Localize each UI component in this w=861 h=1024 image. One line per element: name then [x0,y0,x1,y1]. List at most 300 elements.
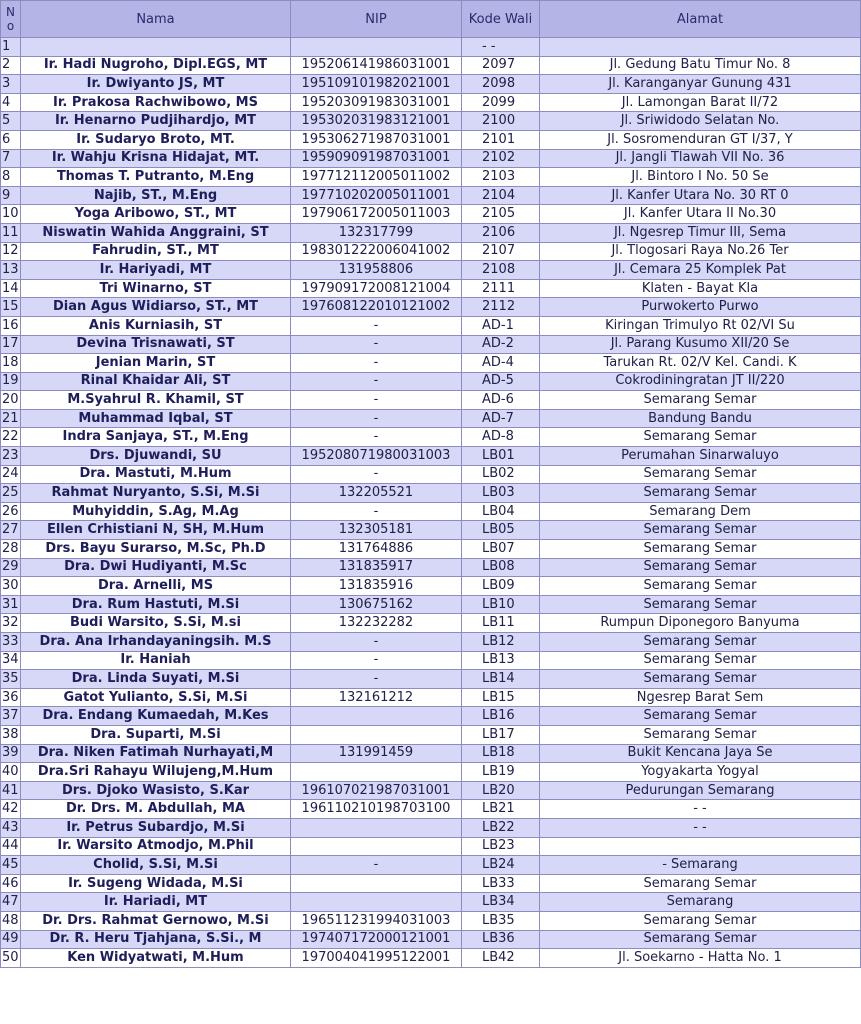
cell-alamat: Semarang Semar [540,670,861,689]
cell-nama: Ir. Wahju Krisna Hidajat, MT. [21,149,291,168]
cell-kode-wali: AD-5 [462,372,540,391]
cell-nip: 132232282 [291,614,462,633]
cell-nama: Gatot Yulianto, S.Si, M.Si [21,688,291,707]
cell-no: 44 [1,837,21,856]
table-row [1,205,861,224]
cell-nama: Dra. Arnelli, MS [21,577,291,596]
cell-nip: 131991459 [291,744,462,763]
cell-kode-wali: LB20 [462,781,540,800]
table-row [1,112,861,131]
cell-alamat: Jl. Sosromenduran GT I/37, Y [540,130,861,149]
cell-no: 20 [1,391,21,410]
cell-alamat: Jl. Ngesrep Timur III, Sema [540,223,861,242]
cell-nama: Indra Sanjaya, ST., M.Eng [21,428,291,447]
cell-nama: Ir. Petrus Subardjo, M.Si [21,818,291,837]
cell-nip: 131835916 [291,577,462,596]
cell-no: 9 [1,186,21,205]
cell-alamat: Jl. Sriwidodo Selatan No. [540,112,861,131]
cell-kode-wali: AD-8 [462,428,540,447]
cell-no: 2 [1,56,21,75]
cell-nama: Ir. Dwiyanto JS, MT [21,75,291,94]
cell-alamat: Semarang Semar [540,577,861,596]
table-row [1,837,861,856]
cell-nip: 195203091983031001 [291,93,462,112]
table-row [1,354,861,373]
cell-kode-wali: LB13 [462,651,540,670]
cell-no: 41 [1,781,21,800]
cell-alamat: Bukit Kencana Jaya Se [540,744,861,763]
table-row [1,242,861,261]
cell-alamat: Semarang Semar [540,484,861,503]
cell-kode-wali: 2102 [462,149,540,168]
cell-nama: Ir. Prakosa Rachwibowo, MS [21,93,291,112]
cell-alamat: Jl. Jangli Tlawah VII No. 36 [540,149,861,168]
cell-no: 49 [1,930,21,949]
table-row [1,316,861,335]
cell-alamat: Semarang Semar [540,725,861,744]
cell-kode-wali: LB35 [462,911,540,930]
cell-kode-wali: LB19 [462,763,540,782]
cell-kode-wali: 2108 [462,261,540,280]
cell-no: 36 [1,688,21,707]
cell-alamat: Cokrodiningratan JT II/220 [540,372,861,391]
cell-kode-wali: LB21 [462,800,540,819]
cell-nip: 195206141986031001 [291,56,462,75]
cell-kode-wali: - - [462,38,540,57]
cell-nama: Rinal Khaidar Ali, ST [21,372,291,391]
cell-alamat: - Semarang [540,856,861,875]
cell-kode-wali: AD-1 [462,316,540,335]
table-row [1,558,861,577]
cell-alamat: Semarang Semar [540,930,861,949]
table-row [1,186,861,205]
cell-nip: - [291,316,462,335]
table-body [1,38,861,968]
table-row [1,744,861,763]
cell-nama: Dr. Drs. Rahmat Gernowo, M.Si [21,911,291,930]
cell-nip: - [291,633,462,652]
cell-nip: 197004041995122001 [291,949,462,968]
table-row [1,614,861,633]
cell-kode-wali: AD-6 [462,391,540,410]
cell-nip: - [291,651,462,670]
cell-kode-wali: LB10 [462,595,540,614]
cell-no: 33 [1,633,21,652]
cell-nip: - [291,428,462,447]
cell-no: 42 [1,800,21,819]
cell-no: 15 [1,298,21,317]
table-row [1,781,861,800]
cell-nip [291,38,462,57]
cell-nip: 197710202005011001 [291,186,462,205]
cell-alamat: - - [540,800,861,819]
cell-nip: 195909091987031001 [291,149,462,168]
cell-alamat: Semarang Semar [540,558,861,577]
cell-nip: - [291,335,462,354]
cell-nama: Dr. Drs. M. Abdullah, MA [21,800,291,819]
cell-alamat: Semarang Semar [540,633,861,652]
cell-nama: Dra. Dwi Hudiyanti, M.Sc [21,558,291,577]
cell-no: 17 [1,335,21,354]
cell-kode-wali: 2111 [462,279,540,298]
cell-no: 37 [1,707,21,726]
cell-no: 8 [1,168,21,187]
cell-nip: 132161212 [291,688,462,707]
cell-no: 12 [1,242,21,261]
cell-no: 18 [1,354,21,373]
cell-alamat: Jl. Parang Kusumo XII/20 Se [540,335,861,354]
cell-nama: Ir. Sudaryo Broto, MT. [21,130,291,149]
cell-no: 40 [1,763,21,782]
table-row [1,279,861,298]
cell-no: 19 [1,372,21,391]
table-row [1,725,861,744]
cell-nip [291,707,462,726]
header-nama: Nama [21,1,291,38]
cell-nama: M.Syahrul R. Khamil, ST [21,391,291,410]
cell-nama: Dra. Niken Fatimah Nurhayati,M [21,744,291,763]
table-row [1,391,861,410]
cell-no: 23 [1,447,21,466]
cell-nama: Dr. R. Heru Tjahjana, S.Si., M [21,930,291,949]
cell-alamat: Kiringan Trimulyo Rt 02/VI Su [540,316,861,335]
cell-no: 50 [1,949,21,968]
cell-nama: Dian Agus Widiarso, ST., MT [21,298,291,317]
cell-nama: Muhyiddin, S.Ag, M.Ag [21,502,291,521]
cell-nama: Dra. Mastuti, M.Hum [21,465,291,484]
cell-no: 28 [1,540,21,559]
cell-kode-wali: 2098 [462,75,540,94]
cell-nama: Ellen Crhistiani N, SH, M.Hum [21,521,291,540]
table-row [1,540,861,559]
cell-nama: Dra. Suparti, M.Si [21,725,291,744]
cell-alamat: Bandung Bandu [540,409,861,428]
cell-nama: Ken Widyatwati, M.Hum [21,949,291,968]
cell-alamat: Jl. Tlogosari Raya No.26 Ter [540,242,861,261]
table-row [1,521,861,540]
cell-kode-wali: AD-2 [462,335,540,354]
cell-kode-wali: LB05 [462,521,540,540]
cell-nip: - [291,409,462,428]
cell-kode-wali: LB42 [462,949,540,968]
cell-nip [291,837,462,856]
table-row [1,577,861,596]
cell-nip: 132305181 [291,521,462,540]
cell-nip: 131835917 [291,558,462,577]
cell-kode-wali: AD-4 [462,354,540,373]
header-no-text: N o [6,5,15,33]
cell-no: 31 [1,595,21,614]
cell-no: 30 [1,577,21,596]
cell-alamat: Jl. Bintoro I No. 50 Se [540,168,861,187]
cell-nama: Muhammad Iqbal, ST [21,409,291,428]
cell-alamat: Jl. Lamongan Barat II/72 [540,93,861,112]
cell-alamat: Rumpun Diponegoro Banyuma [540,614,861,633]
cell-no: 47 [1,893,21,912]
cell-nama: Dra. Linda Suyati, M.Si [21,670,291,689]
cell-alamat: Semarang Semar [540,521,861,540]
cell-kode-wali: LB07 [462,540,540,559]
cell-no: 16 [1,316,21,335]
cell-no: 21 [1,409,21,428]
cell-no: 29 [1,558,21,577]
cell-kode-wali: LB14 [462,670,540,689]
cell-kode-wali: LB23 [462,837,540,856]
table-row [1,372,861,391]
table-row [1,670,861,689]
cell-nama: Ir. Henarno Pudjihardjo, MT [21,112,291,131]
cell-no: 5 [1,112,21,131]
cell-nama: Yoga Aribowo, ST., MT [21,205,291,224]
cell-alamat [540,837,861,856]
cell-nama: Jenian Marin, ST [21,354,291,373]
cell-kode-wali: LB17 [462,725,540,744]
cell-nip: - [291,391,462,410]
cell-nama: Dra.Sri Rahayu Wilujeng,M.Hum [21,763,291,782]
cell-alamat: Tarukan Rt. 02/V Kel. Candi. K [540,354,861,373]
cell-nama: Drs. Djuwandi, SU [21,447,291,466]
table-row [1,856,861,875]
cell-nip: - [291,465,462,484]
cell-nama: Drs. Djoko Wasisto, S.Kar [21,781,291,800]
cell-nama: Najib, ST., M.Eng [21,186,291,205]
cell-nip [291,763,462,782]
cell-alamat: Klaten - Bayat Kla [540,279,861,298]
cell-kode-wali: LB03 [462,484,540,503]
table-row [1,949,861,968]
table-row [1,223,861,242]
table-row [1,800,861,819]
cell-alamat: Pedurungan Semarang [540,781,861,800]
cell-kode-wali: 2105 [462,205,540,224]
cell-nip: 197909172008121004 [291,279,462,298]
cell-nip [291,874,462,893]
cell-nama: Devina Trisnawati, ST [21,335,291,354]
cell-no: 48 [1,911,21,930]
cell-kode-wali: LB15 [462,688,540,707]
cell-nama: Ir. Haniah [21,651,291,670]
cell-kode-wali: 2107 [462,242,540,261]
table-row [1,651,861,670]
cell-kode-wali: LB22 [462,818,540,837]
cell-kode-wali: LB01 [462,447,540,466]
table-row [1,911,861,930]
cell-nip: 195302031983121001 [291,112,462,131]
cell-kode-wali: 2097 [462,56,540,75]
cell-nama: Ir. Hariadi, MT [21,893,291,912]
cell-nama: Dra. Ana Irhandayaningsih. M.S [21,633,291,652]
cell-no: 46 [1,874,21,893]
cell-alamat: Jl. Karanganyar Gunung 431 [540,75,861,94]
table-row [1,465,861,484]
table-row [1,168,861,187]
cell-alamat: Semarang Semar [540,911,861,930]
cell-nip [291,725,462,744]
cell-alamat: Jl. Kanfer Utara No. 30 RT 0 [540,186,861,205]
cell-no: 43 [1,818,21,837]
table-row [1,261,861,280]
table-row [1,874,861,893]
header-alamat: Alamat [540,1,861,38]
cell-kode-wali: 2106 [462,223,540,242]
table-row [1,893,861,912]
table-row [1,688,861,707]
cell-kode-wali: LB11 [462,614,540,633]
cell-alamat: Semarang [540,893,861,912]
cell-alamat: Ngesrep Barat Sem [540,688,861,707]
cell-kode-wali: LB33 [462,874,540,893]
cell-kode-wali: LB24 [462,856,540,875]
cell-alamat: Semarang Semar [540,391,861,410]
cell-nama: Fahrudin, ST., MT [21,242,291,261]
header-nip: NIP [291,1,462,38]
table-row [1,335,861,354]
cell-nip: 195208071980031003 [291,447,462,466]
cell-nip: 197407172000121001 [291,930,462,949]
cell-nama: Tri Winarno, ST [21,279,291,298]
cell-nip: 196511231994031003 [291,911,462,930]
cell-nama: Drs. Bayu Surarso, M.Sc, Ph.D [21,540,291,559]
cell-alamat: Semarang Semar [540,874,861,893]
cell-no: 35 [1,670,21,689]
cell-no: 11 [1,223,21,242]
table-row [1,484,861,503]
cell-alamat: Jl. Gedung Batu Timur No. 8 [540,56,861,75]
cell-kode-wali: LB16 [462,707,540,726]
cell-kode-wali: 2104 [462,186,540,205]
cell-kode-wali: 2099 [462,93,540,112]
table-row [1,502,861,521]
cell-alamat: Yogyakarta Yogyal [540,763,861,782]
cell-kode-wali: LB04 [462,502,540,521]
table-row [1,633,861,652]
cell-nip: 196110210198703100 [291,800,462,819]
cell-alamat: Perumahan Sinarwaluyo [540,447,861,466]
cell-no: 4 [1,93,21,112]
cell-kode-wali: LB36 [462,930,540,949]
table-row [1,447,861,466]
cell-nama: Dra. Rum Hastuti, M.Si [21,595,291,614]
cell-nama: Thomas T. Putranto, M.Eng [21,168,291,187]
cell-nip: 195306271987031001 [291,130,462,149]
table-row [1,595,861,614]
header-row [1,1,861,38]
cell-nip: 197608122010121002 [291,298,462,317]
cell-no: 45 [1,856,21,875]
cell-no: 32 [1,614,21,633]
cell-nip: 131958806 [291,261,462,280]
cell-kode-wali: LB12 [462,633,540,652]
cell-nama [21,38,291,57]
cell-nama: Rahmat Nuryanto, S.Si, M.Si [21,484,291,503]
cell-nip: 198301222006041002 [291,242,462,261]
cell-no: 27 [1,521,21,540]
cell-no: 7 [1,149,21,168]
table-row [1,409,861,428]
cell-no: 13 [1,261,21,280]
cell-nama: Niswatin Wahida Anggraini, ST [21,223,291,242]
cell-alamat: Purwokerto Purwo [540,298,861,317]
cell-nip: - [291,354,462,373]
table-row [1,75,861,94]
cell-nama: Ir. Hadi Nugroho, Dipl.EGS, MT [21,56,291,75]
cell-no: 25 [1,484,21,503]
cell-no: 6 [1,130,21,149]
cell-alamat: Semarang Semar [540,428,861,447]
cell-nama: Anis Kurniasih, ST [21,316,291,335]
table-row [1,818,861,837]
cell-kode-wali: 2103 [462,168,540,187]
cell-no: 38 [1,725,21,744]
cell-alamat: Jl. Cemara 25 Komplek Pat [540,261,861,280]
header-kode-wali: Kode Wali [462,1,540,38]
cell-alamat: Semarang Semar [540,595,861,614]
cell-no: 3 [1,75,21,94]
cell-nip: 130675162 [291,595,462,614]
table-row [1,707,861,726]
cell-nip: 197906172005011003 [291,205,462,224]
cell-kode-wali: AD-7 [462,409,540,428]
cell-alamat: Semarang Semar [540,651,861,670]
cell-alamat: - - [540,818,861,837]
cell-alamat: Semarang Semar [540,707,861,726]
cell-alamat [540,38,861,57]
cell-alamat: Semarang Semar [540,465,861,484]
cell-nip: 132205521 [291,484,462,503]
cell-nama: Dra. Endang Kumaedah, M.Kes [21,707,291,726]
cell-kode-wali: LB09 [462,577,540,596]
cell-kode-wali: LB08 [462,558,540,577]
cell-kode-wali: LB34 [462,893,540,912]
cell-nip: - [291,372,462,391]
cell-nip: - [291,670,462,689]
cell-nama: Cholid, S.Si, M.Si [21,856,291,875]
cell-nama: Ir. Warsito Atmodjo, M.Phil [21,837,291,856]
table-row [1,56,861,75]
cell-nip: 132317799 [291,223,462,242]
table-row [1,298,861,317]
table-row [1,93,861,112]
cell-no: 39 [1,744,21,763]
cell-nip: 195109101982021001 [291,75,462,94]
cell-kode-wali: LB18 [462,744,540,763]
table-row [1,763,861,782]
table-row [1,130,861,149]
table-row [1,149,861,168]
cell-kode-wali: 2112 [462,298,540,317]
cell-nip: 197712112005011002 [291,168,462,187]
cell-nip [291,818,462,837]
cell-nip: - [291,856,462,875]
cell-nama: Ir. Hariyadi, MT [21,261,291,280]
cell-no: 1 [1,38,21,57]
table-row [1,38,861,57]
cell-alamat: Semarang Semar [540,540,861,559]
cell-no: 22 [1,428,21,447]
cell-nama: Budi Warsito, S.Si, M.si [21,614,291,633]
table-row [1,930,861,949]
header-no [1,1,21,38]
cell-nip: 131764886 [291,540,462,559]
cell-alamat: Jl. Soekarno - Hatta No. 1 [540,949,861,968]
cell-nip: - [291,502,462,521]
cell-no: 26 [1,502,21,521]
cell-alamat: Jl. Kanfer Utara II No.30 [540,205,861,224]
cell-no: 14 [1,279,21,298]
cell-kode-wali: 2100 [462,112,540,131]
cell-no: 34 [1,651,21,670]
cell-kode-wali: LB02 [462,465,540,484]
